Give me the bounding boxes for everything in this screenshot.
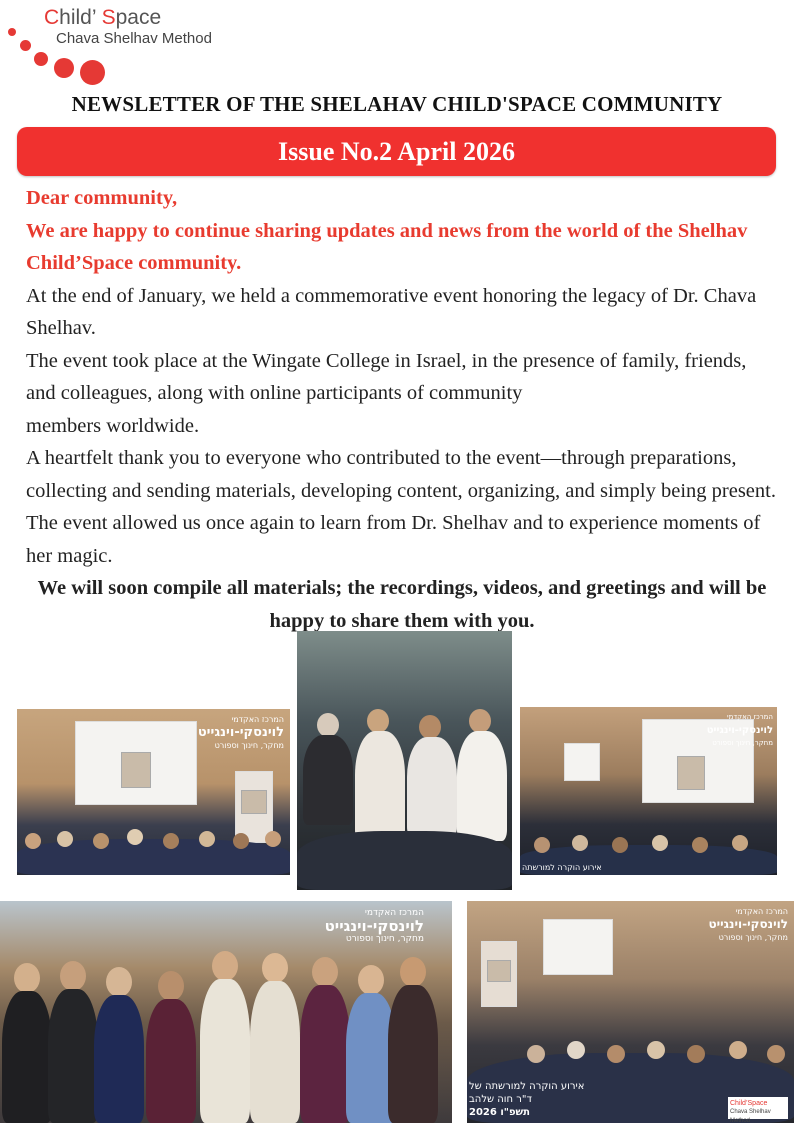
group-people xyxy=(0,901,452,1123)
college-logo-overlay: המרכז האקדמי לוינסקי-וינגייט מחקר, חינוך וספורט xyxy=(197,715,284,750)
closing-note: We will soon compile all materials; the recordings, videos, and greetings and will be happy to share them with you. xyxy=(37,577,767,632)
paragraph: members worldwide. xyxy=(26,414,200,437)
event-photo-guests xyxy=(297,631,512,890)
event-caption: אירוע הוקרה למורשתה של ד"ר חוה שלהב תשפ"ו 2026 xyxy=(469,1081,585,1118)
paragraph: The event took place at the Wingate College in Israel, in the presence of family, friends, and colleagues, along with online participants of community xyxy=(26,349,747,404)
logo-subtitle: Chava Shelhav Method xyxy=(56,30,212,47)
audience xyxy=(297,631,512,890)
newsletter-body xyxy=(26,182,778,637)
projection-screen xyxy=(543,919,613,975)
paragraph: A heartfelt thank you to everyone who contributed to the event—through preparations, collecting and sending materials, developing content, organizing, and simply being present. The event allowed us once again to learn from Dr. Shelhav and to experience moments of her magic. xyxy=(26,447,776,567)
lead-text: We are happy to continue sharing updates and news from the world of the Shelhav Child’Space community. xyxy=(26,219,748,274)
event-photo-speaker xyxy=(520,707,777,875)
event-photo-group xyxy=(0,901,452,1123)
mini-logo: Child’Space Chava Shelhav Method xyxy=(728,1097,788,1119)
logo-dot xyxy=(80,60,105,85)
paragraph: At the end of January, we held a commemorative event honoring the legacy of Dr. Chava Shelhav. xyxy=(26,284,757,339)
audience xyxy=(17,815,290,875)
newsletter-title: NEWSLETTER OF THE SHELAHAV CHILD'SPACE COMMUNITY xyxy=(71,92,723,116)
college-logo-overlay: המרכז האקדמי לוינסקי-וינגייט מחקר, חינוך וספורט xyxy=(324,908,424,944)
banner-stand xyxy=(481,941,517,1007)
event-photo-lecture xyxy=(17,709,290,875)
event-photo-audience xyxy=(467,901,794,1123)
logo-dot xyxy=(54,58,74,78)
event-caption: אירוע הוקרה למורשתה xyxy=(522,863,602,872)
logo-dot xyxy=(8,28,16,36)
logo-dot xyxy=(20,40,31,51)
issue-banner: Issue No.2 April 2026 xyxy=(17,127,776,176)
logo xyxy=(0,0,260,90)
logo-dot xyxy=(34,52,48,66)
projection-screen xyxy=(75,721,197,805)
logo-text xyxy=(44,6,212,48)
college-logo-overlay: המרכז האקדמי לוינסקי-וינגייט מחקר, חינוך וספורט xyxy=(706,713,773,747)
logo-name: Child’ Space xyxy=(44,6,162,29)
college-logo-overlay: המרכז האקדמי לוינסקי-וינגייט מחקר, חינוך וספורט xyxy=(708,907,788,942)
side-screen xyxy=(564,743,600,781)
greeting: Dear community, xyxy=(26,187,178,209)
